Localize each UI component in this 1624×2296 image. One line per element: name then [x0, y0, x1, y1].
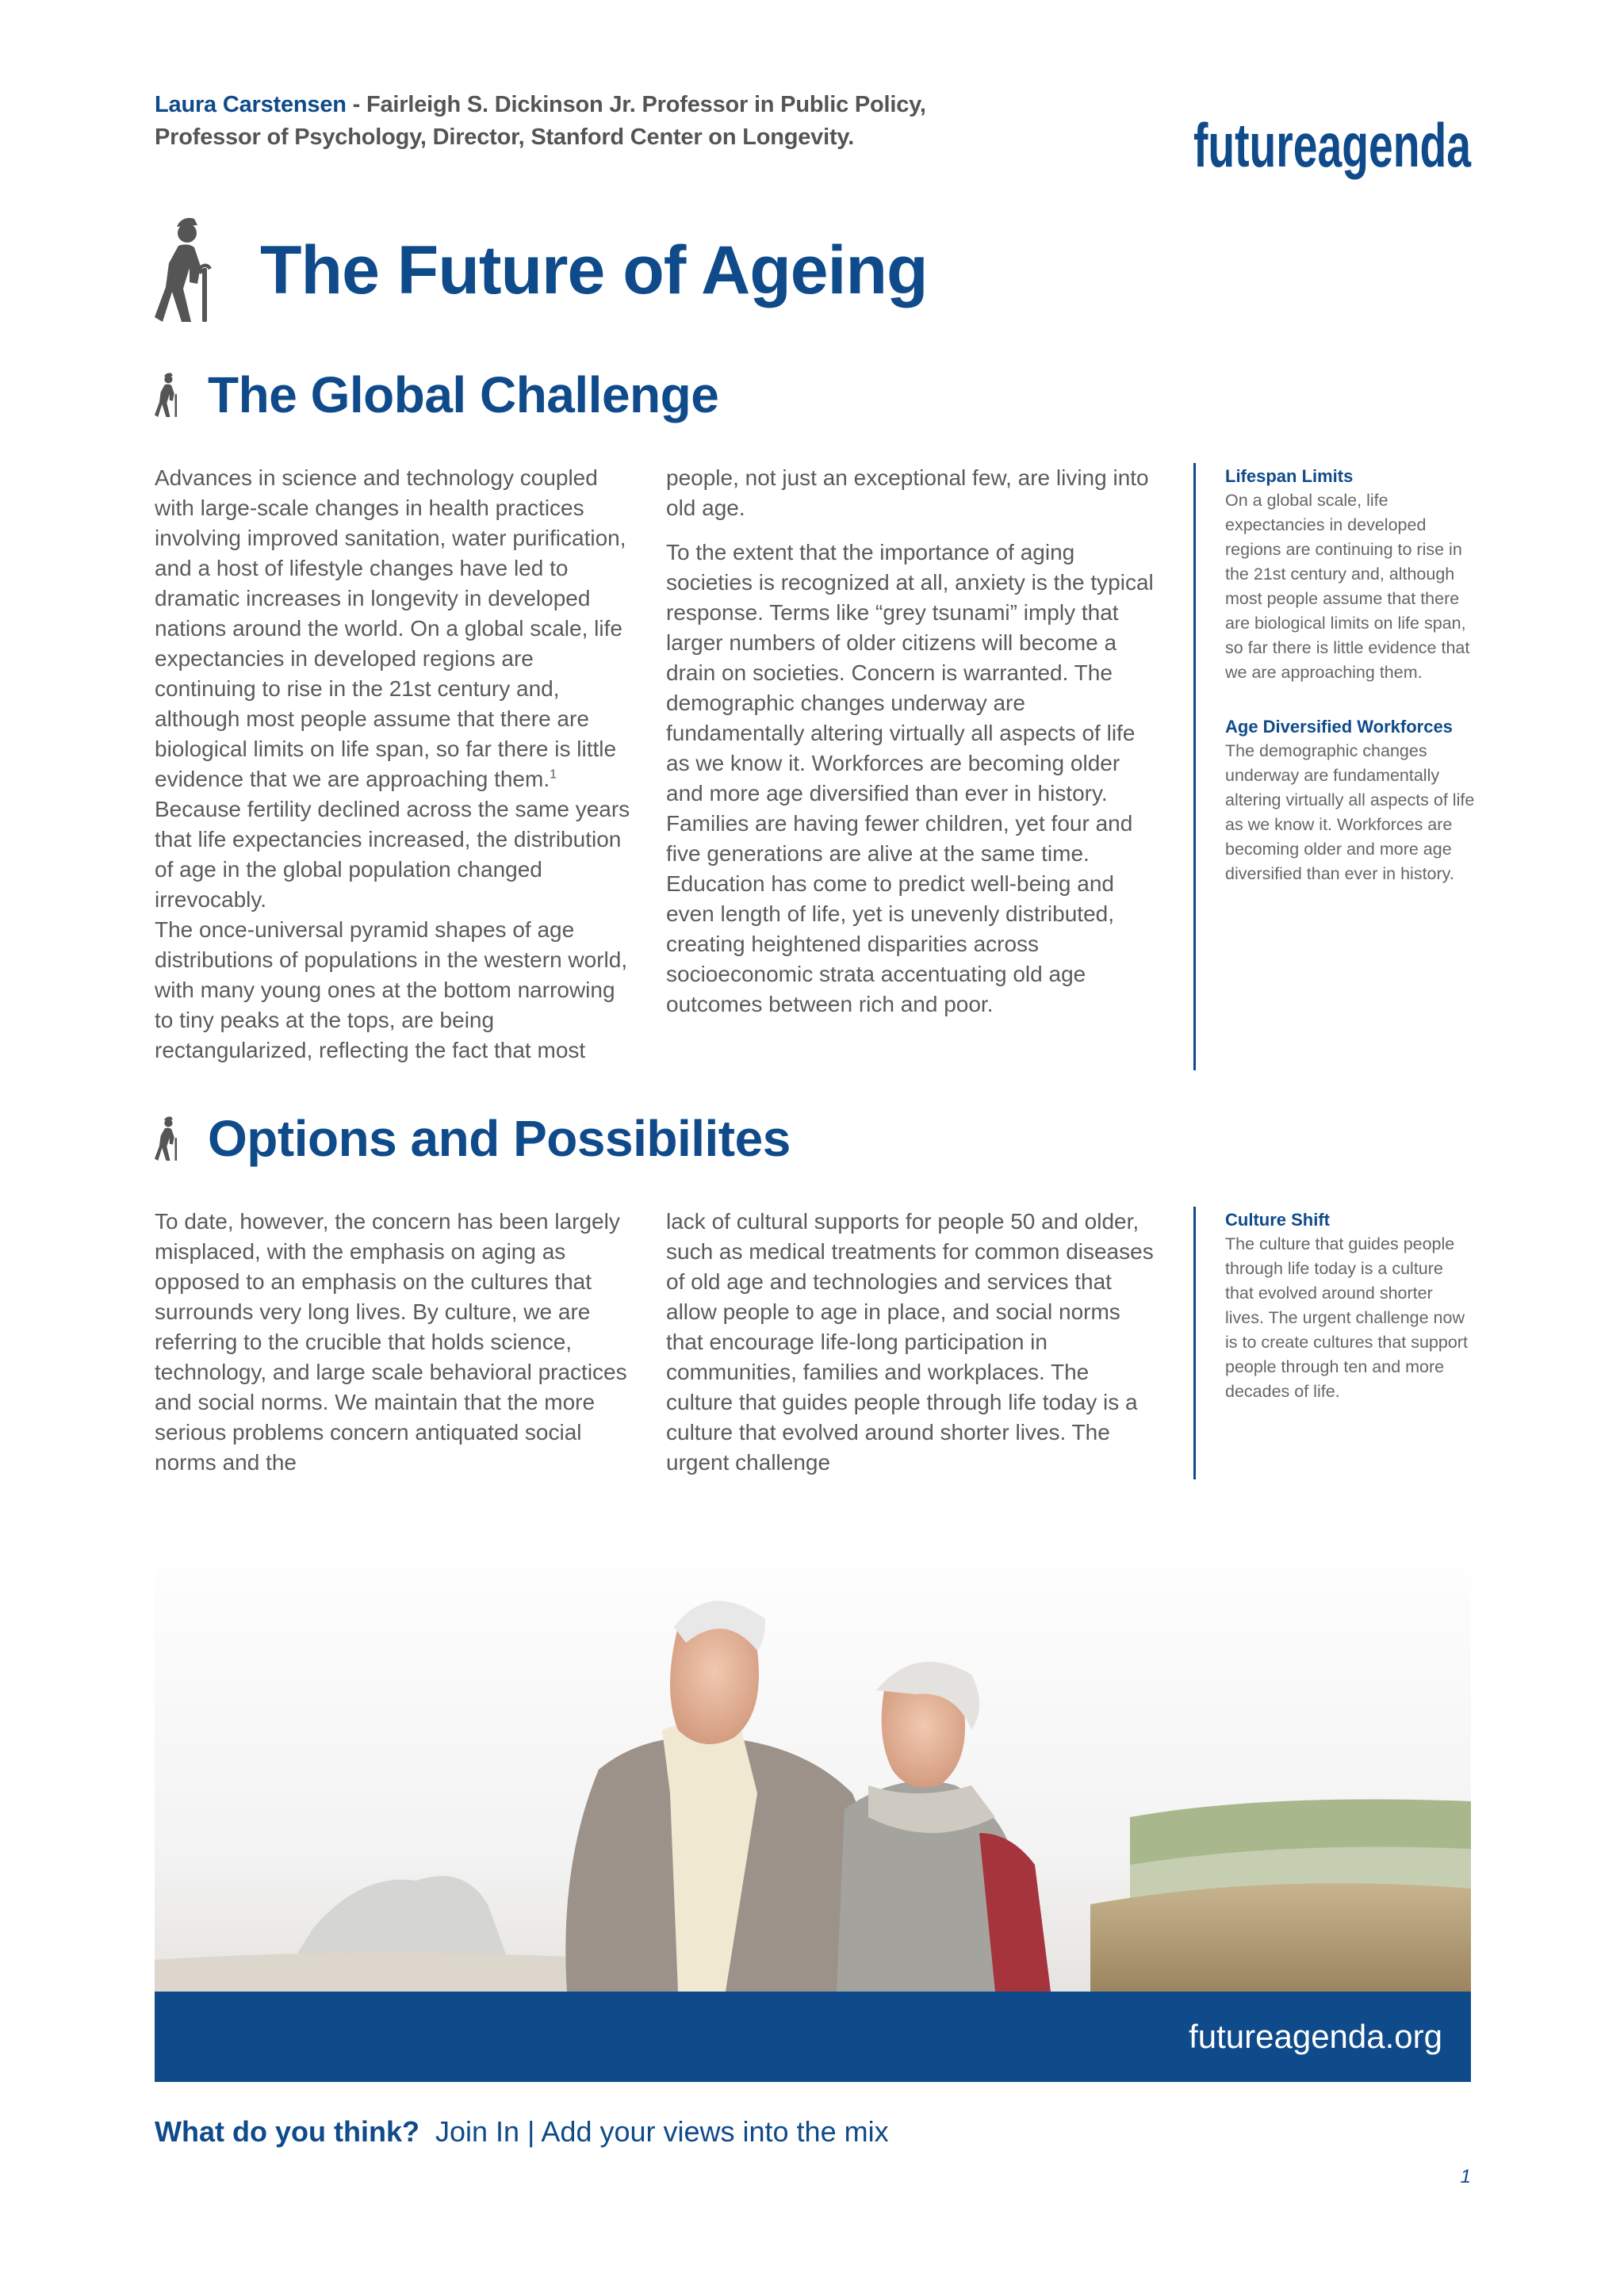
cta-question: What do you think? [155, 2115, 419, 2148]
author-role-line1: Fairleigh S. Dickinson Jr. Professor in Public Policy, [366, 92, 926, 117]
call-to-action [155, 2112, 889, 2152]
author-role-line2: Professor of Psychology, Director, Stanford Center on Longevity. [155, 124, 855, 150]
sidebar-block-workforces [1225, 715, 1475, 886]
sidebar-text: The culture that guides people through life today is a culture that evolved around shorter lives. The urgent challenge now is to create cultures that support people through ten and more decades of life. [1225, 1234, 1468, 1401]
website-url[interactable]: futureagenda.org [1189, 2018, 1442, 2055]
sidebar-rule [1193, 463, 1196, 1070]
author-credit [155, 89, 1027, 154]
cta-link[interactable]: Join In | Add your views into the mix [435, 2115, 889, 2148]
section2-col2-paragraph1: lack of cultural supports for people 50 and older, such as medical treatments for common diseases of old age and technologies and services that allow people to age in place, and social norms that encourage life-long participation in communities, families and workplaces. The culture that guides people through life today is a culture that evolved around shorter lives. The urgent challenge [666, 1209, 1154, 1475]
elderly-person-icon [155, 216, 218, 323]
footnote-ref: 1 [550, 767, 557, 782]
sidebar-title: Age Diversified Workforces [1225, 717, 1453, 737]
section1-sidebar [1225, 465, 1475, 916]
elderly-person-icon [155, 371, 182, 419]
sidebar-text: The demographic changes underway are fundamentally altering virtually all aspects of life as we know it. Workforces are becoming older and more age diversified than ever in history. [1225, 741, 1475, 883]
section2-column2 [666, 1207, 1154, 1492]
sidebar-block-culture-shift [1225, 1208, 1475, 1404]
section1-col1-paragraph1: Advances in science and technology coupled with large-scale changes in health practices involving improved sanitation, water purification, and a host of lifestyle changes have led to dramatic increases in longevity in developed nations around the world. On a global scale, life expectancies in developed regions are continuing to rise in the 21st century and, although most people assume that there are biological limits on life span, so far there is little evidence that we are approaching them.$^1$ Because fertility declined across the same years that life expectancies increased, the distribution of age in the global population changed irrevocably. [155, 465, 630, 912]
page-number: 1 [1460, 2166, 1471, 2187]
section1-column1 [155, 463, 630, 1080]
sidebar-text: On a global scale, life expectancies in developed regions are continuing to rise in the 21st century and, although most people assume that there are biological limits on life span, so far there is little evidence that we are approaching them. [1225, 491, 1470, 682]
section-heading-global-challenge: The Global Challenge [208, 366, 719, 423]
author-name: Laura Carstensen [155, 92, 347, 117]
elderly-couple-photo [155, 1532, 1471, 1992]
section-heading-options: Options and Possibilites [208, 1110, 791, 1167]
sidebar-rule [1193, 1207, 1196, 1479]
sidebar-title: Lifespan Limits [1225, 466, 1354, 486]
section2-sidebar [1225, 1208, 1475, 1434]
section1-col2-paragraph1: people, not just an exceptional few, are living into old age. [666, 465, 1149, 520]
logo-text: futureagenda [1193, 110, 1472, 180]
website-banner [155, 1992, 1471, 2082]
section2-col1-paragraph1: To date, however, the concern has been largely misplaced, with the emphasis on aging as opposed to an emphasis on the cultures that surrounds very long lives. By culture, we are referring to the crucible that holds science, technology, and large scale behavioral practices and social norms. We maintain that the more serious problems concern antiquated social norms and the [155, 1209, 627, 1475]
sidebar-block-lifespan [1225, 465, 1475, 685]
author-separator: - [346, 92, 366, 117]
page-title: The Future of Ageing [260, 232, 928, 308]
section1-col2-paragraph2: To the extent that the importance of aging societies is recognized at all, anxiety is the typical response. Terms like “grey tsunami” imply that larger numbers of older citizens will become a drain on societies. Concern is warranted. The demographic changes underway are fundamentally altering virtually all aspects of life as we know it. Workforces are becoming older and more age diversified than ever in history. Families are having fewer children, yet four and five generations are alive at the same time. Education has come to predict well-being and even length of life, yet is unevenly distributed, creating heightened disparities across socioeconomic strata accentuating old age outcomes between rich and poor. [666, 540, 1154, 1016]
elderly-person-icon [155, 1115, 182, 1162]
futureagenda-logo [1193, 111, 1471, 198]
section1-column2 [666, 463, 1154, 1034]
section2-column1 [155, 1207, 630, 1492]
sidebar-title: Culture Shift [1225, 1210, 1330, 1230]
section1-col1-paragraph2: The once-universal pyramid shapes of age distributions of populations in the western world, with many young ones at the bottom narrowing to tiny peaks at the tops, are being rectangularized, reflecting the fact that most [155, 917, 628, 1062]
